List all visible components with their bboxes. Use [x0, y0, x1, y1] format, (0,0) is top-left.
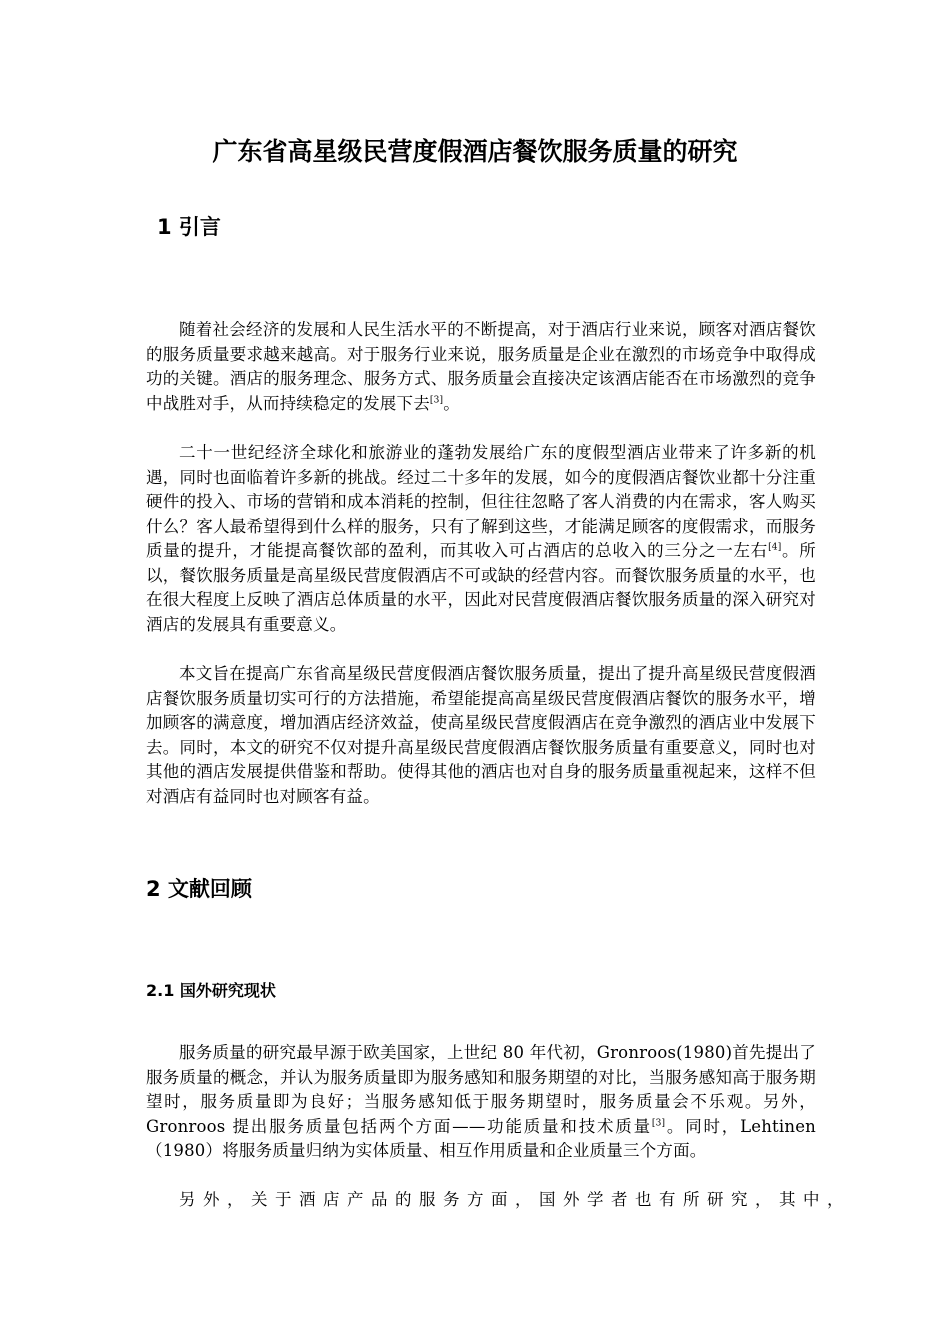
- paragraph-text: 。所以，餐饮服务质量是高星级民营度假酒店不可或缺的经营内容。而餐饮服务质量的水平，也在很大程度上反映了酒店总体质量的水平，因此对民营度假酒店餐饮服务质量的深入研究对酒店的发展具有重要意义。: [146, 541, 816, 634]
- citation-ref: [4]: [768, 542, 782, 553]
- intro-paragraph-2: [146, 441, 816, 637]
- paragraph-text: 。同时，Lehtinen（1980）将服务质量归纳为实体质量、相互作用质量和企业质量三个方面。: [146, 1116, 816, 1160]
- citation-ref: [3]: [429, 395, 444, 405]
- intro-paragraph-3: 本文旨在提高广东省高星级民营度假酒店餐饮服务质量，提出了提升高星级民营度假酒店餐饮服务质量切实可行的方法措施，希望能提高高星级民营度假酒店餐饮的服务水平，增加顾客的满意度，增加酒店经济效益，使高星级民营度假酒店在竞争激烈的酒店业中发展下去。同时，本文的研究不仅对提升高星级民营度假酒店餐饮服务质量有重要意义，同时也对其他的酒店发展提供借鉴和帮助。使得其他的酒店也对自身的服务质量重视起来，这样不但对酒店有益同时也对顾客有益。: [146, 664, 816, 806]
- section-heading-introduction: 1 引言: [157, 215, 221, 239]
- review-paragraph-1: [146, 1041, 816, 1164]
- section-heading-literature-review: 2 文献回顾: [146, 877, 252, 901]
- paragraph-text: 随着社会经济的发展和人民生活水平的不断提高，对于酒店行业来说，顾客对酒店餐饮的服务质量要求越来越高。对于服务行业来说，服务质量是企业在激烈的市场竞争中取得成功的关键。酒店的服务理念、服务方式、服务质量会直接决定该酒店能否在市场激烈的竞争中战胜对手，从而持续稳定的发展下去: [146, 320, 816, 413]
- paragraph-text: 服务质量的研究最早源于欧美国家，上世纪 80 年代初，Gronroos(1980)首先提出了服务质量的概念，并认为服务质量即为服务感知和服务期望的对比，当服务感知高于服务期望时，服务质量即为良好；当服务感知低于服务期望时，服务质量会不乐观。另外，Gronroos 提出服务质量包括两个方面——功能质量和技术质量: [146, 1043, 816, 1136]
- paragraph-text: 二十一世纪经济全球化和旅游业的蓬勃发展给广东的度假型酒店业带来了许多新的机遇，同时也面临着许多新的挑战。经过二十多年的发展，如今的度假酒店餐饮业都十分注重硬件的投入、市场的营销和成本消耗的控制，但往往忽略了客人消费的内在需求，客人购买什么？客人最希望得到什么样的服务，只有了解到这些，才能满足顾客的度假需求，而服务质量的提升，才能提高餐饮部的盈利，而其收入可占酒店的总收入的三分之一左右: [146, 443, 816, 560]
- subsection-heading-foreign-research: 2.1 国外研究现状: [146, 981, 276, 1000]
- intro-paragraph-1: [146, 318, 816, 416]
- document-title: 广东省高星级民营度假酒店餐饮服务质量的研究: [212, 137, 738, 166]
- review-paragraph-2: 另外，关于酒店产品的服务方面，国外学者也有所研究，其中，: [179, 1190, 851, 1209]
- paragraph-text: 。: [443, 393, 460, 413]
- citation-ref: [3]: [651, 1118, 666, 1128]
